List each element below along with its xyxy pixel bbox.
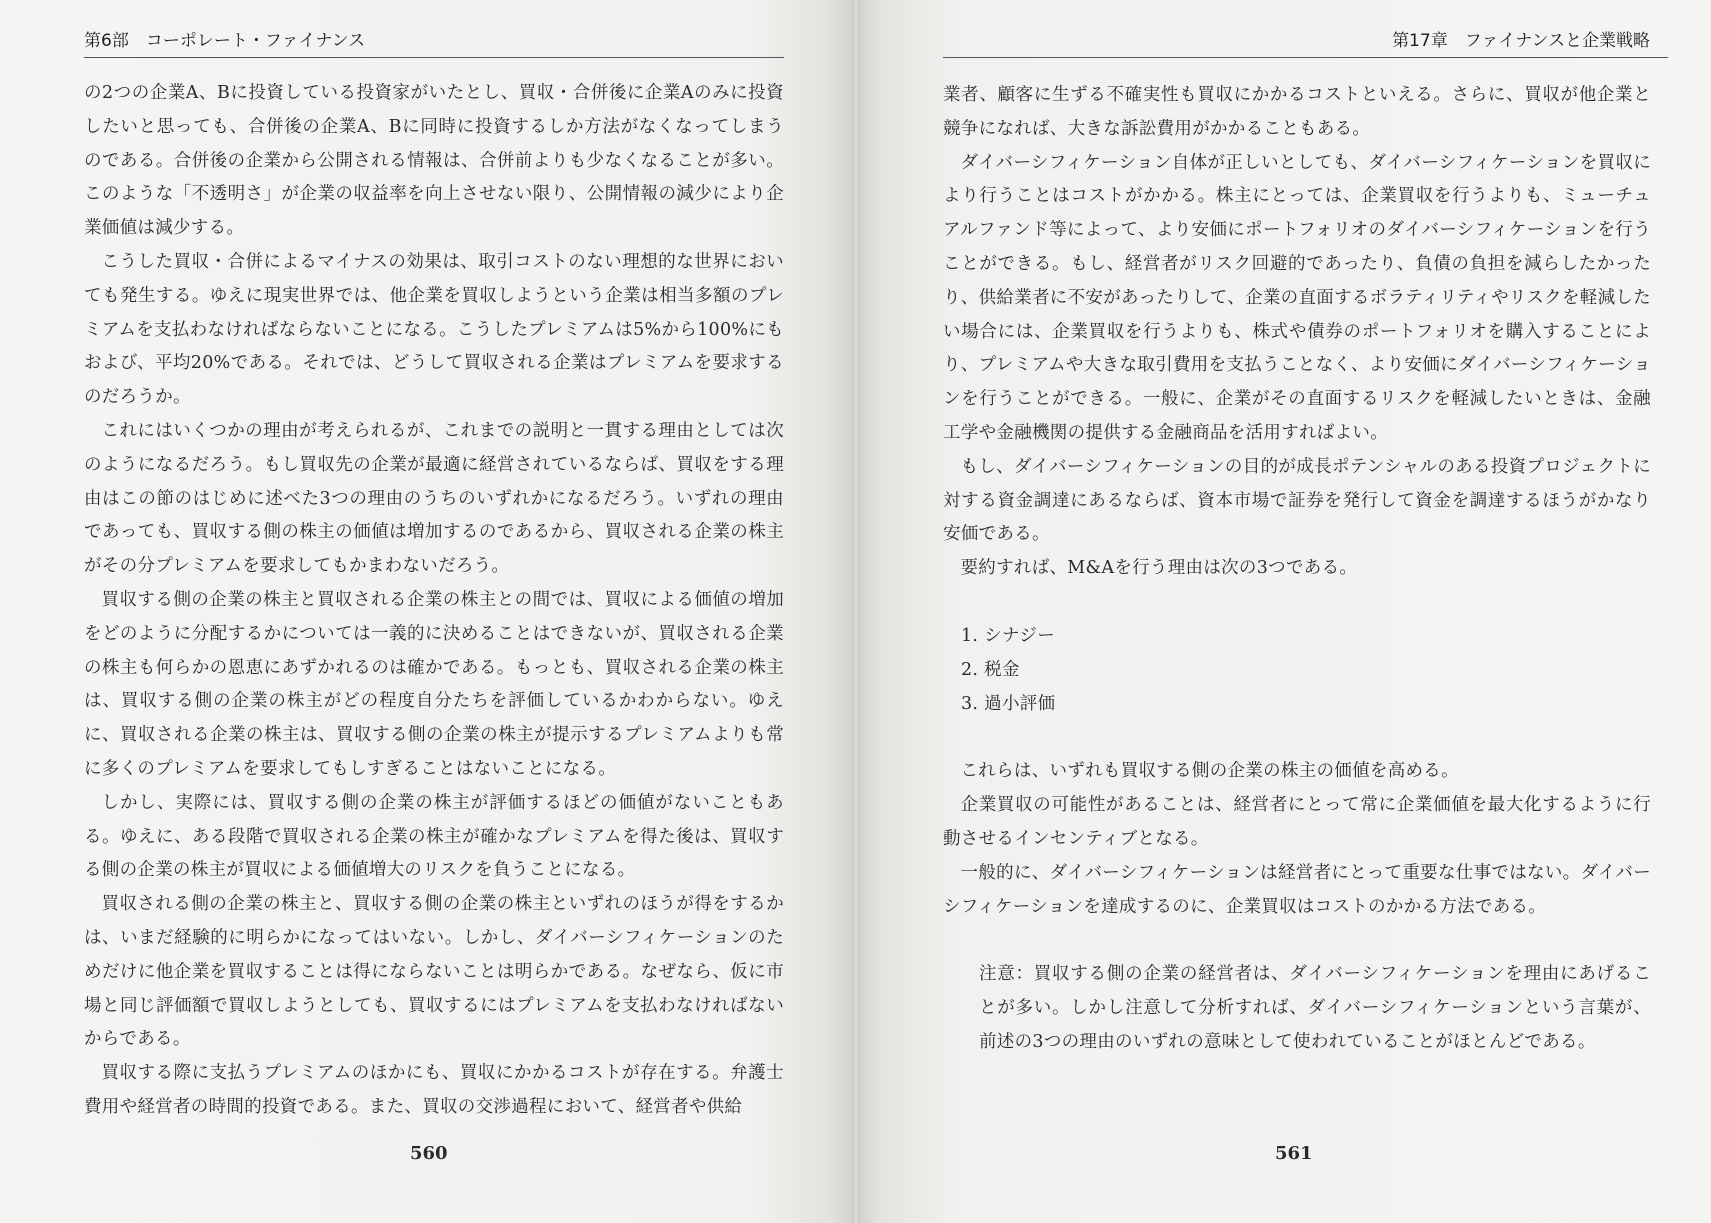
right-page-number: 561 <box>1275 1143 1313 1164</box>
reasons-list <box>943 620 1651 721</box>
list-item: 1. シナジー <box>961 625 1056 646</box>
book-gutter <box>852 0 860 1223</box>
left-paragraph-5: しかし、実際には、買収する側の企業の株主が評価するほどの価値がないこともある。ゆえに、ある段階で買収される企業の株主が確かなプレミアムを得た後は、買収する側の企業の株主が買収による価値増大のリスクを負うことになる。 <box>84 792 784 881</box>
left-paragraph-6: 買収される側の企業の株主と、買収する側の企業の株主といずれのほうが得をするかは、いまだ経験的に明らかになってはいない。しかし、ダイバーシフィケーションのためだけに他企業を買収することは得にならないことは明らかである。なぜなら、仮に市場と同じ評価額で買収しようとしても、買収するにはプレミアムを支払わなければないからである。 <box>84 894 784 1050</box>
right-running-head: 第17章 ファイナンスと企業戦略 <box>943 30 1668 58</box>
left-paragraph-2: こうした買収・合併によるマイナスの効果は、取引コストのない理想的な世界においても発生する。ゆえに現実世界では、他企業を買収しようという企業は相当多額のプレミアムを支払わなければならないことになる。こうしたプレミアムは5%から100%にもおよび、平均20%である。それでは、どうして買収される企業はプレミアムを要求するのだろうか。 <box>84 251 784 408</box>
right-page <box>855 0 1710 1223</box>
left-paragraph-4: 買収する側の企業の株主と買収される企業の株主との間では、買収による価値の増加をどのように分配するかについては一義的に決めることはできないが、買収される企業の株主も何らかの恩恵にあずかれるのは確かである。もっとも、買収される企業の株主は、買収する側の企業の株主がどの程度自分たちを評価しているかわからない。ゆえに、買収される企業の株主は、買収する側の企業の株主が提示するプレミアムよりも常に多くのプレミアムを要求してもしすぎることはないことになる。 <box>84 589 784 779</box>
list-item: 2. 税金 <box>961 659 1020 680</box>
left-body-text <box>84 77 784 1125</box>
left-paragraph-7: 買収する際に支払うプレミアムのほかにも、買収にかかるコストが存在する。弁護士費用や経営者の時間的投資である。また、買収の交渉過程において、経営者や供給 <box>84 1063 784 1117</box>
right-paragraph-7: 一般的に、ダイバーシフィケーションは経営者にとって重要な仕事ではない。ダイバーシフィケーションを達成するのに、企業買収はコストのかかる方法である。 <box>943 862 1651 917</box>
right-paragraph-4: 要約すれば、M&Aを行う理由は次の3つである。 <box>960 558 1358 579</box>
left-page <box>0 0 855 1223</box>
left-running-head: 第6部 コーポレート・ファイナンス <box>84 30 784 58</box>
right-paragraph-1: 業者、顧客に生ずる不確実性も買収にかかるコストといえる。さらに、買収が他企業と競争になれば、大きな訴訟費用がかかることもある。 <box>943 85 1651 139</box>
left-paragraph-3: これにはいくつかの理由が考えられるが、これまでの説明と一貫する理由としては次のようになるだろう。もし買収先の企業が最適に経営されているならば、買収をする理由はこの節のはじめに述べた3つの理由のうちのいずれかになるだろう。いずれの理由であっても、買収する側の株主の価値は増加するのであるから、買収される企業の株主がその分プレミアムを要求してもかまわないだろう。 <box>84 420 784 577</box>
right-paragraph-3: もし、ダイバーシフィケーションの目的が成長ポテンシャルのある投資プロジェクトに対する資金調達にあるならば、資本市場で証券を発行して資金を調達するほうがかなり安価である。 <box>943 456 1651 545</box>
note-box: 注意：買収する側の企業の経営者は、ダイバーシフィケーションを理由にあげることが多い。しかし注意して分析すれば、ダイバーシフィケーションという言葉が、前述の3つの理由のいずれの意味として使われていることがほとんどである。 <box>979 964 1651 1052</box>
right-paragraph-6: 企業買収の可能性があることは、経営者にとって常に企業価値を最大化するように行動させるインセンティブとなる。 <box>943 795 1651 849</box>
left-page-number: 560 <box>410 1143 448 1164</box>
left-paragraph-1: の2つの企業A、Bに投資している投資家がいたとし、買収・合併後に企業Aのみに投資したいと思っても、合併後の企業A、Bに同時に投資するしか方法がなくなってしまうのである。合併後の企業から公開される情報は、合併前よりも少なくなることが多い。このような「不透明さ」が企業の収益率を向上させない限り、公開情報の減少により企業価値は減少する。 <box>84 83 784 239</box>
right-paragraph-2: ダイバーシフィケーション自体が正しいとしても、ダイバーシフィケーションを買収により行うことはコストがかかる。株主にとっては、企業買収を行うよりも、ミューチュアルファンド等によって、より安価にポートフォリオのダイバーシフィケーションを行うことができる。もし、経営者がリスク回避的であったり、負債の負担を減らしたかったり、供給業者に不安があったりして、企業の直面するボラティリティやリスクを軽減したい場合には、企業買収を行うよりも、株式や債券のポートフォリオを購入することにより、プレミアムや大きな取引費用を支払うことなく、より安価にダイバーシフィケーションを行うことができる。一般に、企業がその直面するリスクを軽減したいときは、金融工学や金融機関の提供する金融商品を活用すればよい。 <box>943 152 1651 443</box>
list-item: 3. 過小評価 <box>961 693 1056 714</box>
right-body-text <box>943 79 1651 1060</box>
right-paragraph-5: これらは、いずれも買収する側の企業の株主の価値を高める。 <box>960 761 1459 782</box>
